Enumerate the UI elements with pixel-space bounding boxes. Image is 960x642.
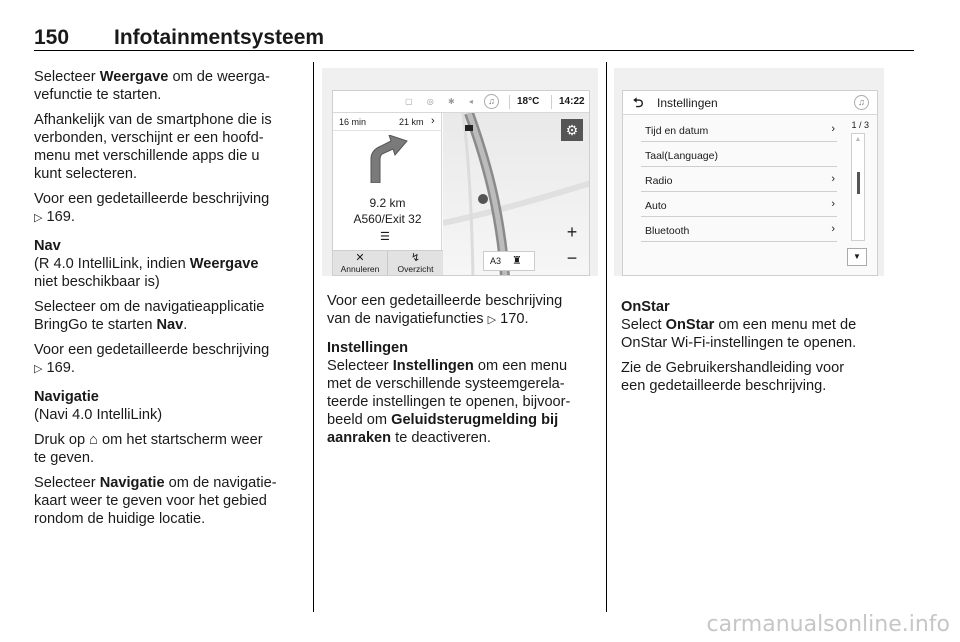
route-distance: 21 km (399, 117, 424, 127)
scroll-thumb[interactable] (857, 172, 860, 194)
column-divider-1 (313, 62, 314, 612)
settings-header (623, 91, 877, 115)
page-header (34, 26, 914, 50)
header-rule (34, 50, 914, 51)
route-meta[interactable] (333, 113, 442, 131)
music-icon[interactable]: ♫ (854, 95, 869, 110)
back-arrow-icon[interactable]: ⮌ (633, 95, 644, 110)
page-ref-icon: ▷ (487, 314, 497, 326)
page-ref-icon: ▷ (34, 363, 43, 375)
home-paragraph: Druk op ⌂ om het startscherm weer te geven. (34, 432, 263, 466)
list-icon[interactable]: ☰ (380, 231, 390, 243)
page-number: 150 (34, 26, 70, 49)
navigatie-heading: Navigatie (34, 389, 99, 405)
speed-camera-icon: ♜ (512, 255, 522, 267)
status-separator (509, 95, 510, 109)
route-panel (333, 113, 442, 250)
navigatie-paragraph: (Navi 4.0 IntelliLink) (34, 407, 163, 423)
column-1 (34, 68, 304, 535)
nav-select-paragraph: Selecteer om de navigatieapplicatie BringGo te starten Nav. (34, 299, 265, 333)
page-ref-link[interactable]: 169. (46, 209, 75, 225)
settings-item-bluetooth[interactable]: Bluetooth › (641, 217, 837, 242)
turn-road: A560/Exit 32 (353, 212, 422, 226)
scroll-down-button[interactable]: ▼ (847, 248, 867, 266)
column-divider-2 (606, 62, 607, 612)
instellingen-heading: Instellingen (327, 340, 409, 356)
onstar-heading: OnStar (621, 299, 670, 315)
home-icon: ⌂ (89, 432, 98, 448)
column-2 (327, 292, 599, 454)
nav-heading: Nav (34, 238, 61, 254)
status-time: 14:22 (559, 96, 585, 107)
scrollbar[interactable] (851, 133, 865, 241)
onstar-manual-paragraph: Zie de Gebruikershandleiding voor een gedetailleerde beschrijving. (621, 360, 845, 394)
chevron-right-icon: › (831, 198, 835, 210)
settings-title: Instellingen (657, 96, 718, 110)
smartphone-paragraph: Afhankelijk van de smartphone die is verbonden, verschijnt er een hoofd- menu met verschillende apps die u kunt selecteren. (34, 112, 272, 182)
settings-gear-icon[interactable]: ⚙ (561, 119, 583, 141)
intro-paragraph: Selecteer Weergave om de weerga- vefunctie te starten. (34, 69, 270, 103)
settings-screenshot-frame (614, 68, 884, 276)
cancel-route-button[interactable]: ✕ Annuleren (333, 251, 388, 276)
road-badge: A3 ♜ (483, 251, 535, 271)
column-3 (621, 298, 891, 402)
status-bar (333, 91, 589, 113)
chevron-right-icon: › (831, 123, 835, 135)
page-ref-link[interactable]: 169. (46, 360, 75, 376)
watermark: carmanualsonline.info (706, 612, 950, 637)
nav-bottom-bar (333, 250, 443, 276)
navigatie-select-paragraph: Selecteer Navigatie om de navigatie- kaart weer te geven voor het gebied rondom de huidige locatie. (34, 475, 277, 527)
reference-paragraph: Voor een gedetailleerde beschrijving ▷ 169. (34, 191, 270, 225)
zoom-out-button[interactable]: − (566, 248, 578, 268)
overview-button[interactable]: ↯ Overzicht (388, 251, 443, 276)
chevron-right-icon: › (831, 173, 835, 185)
page-ref-icon: ▷ (34, 212, 43, 224)
scroll-up-icon[interactable]: ▲ (854, 136, 862, 143)
map-area[interactable] (443, 113, 589, 275)
onstar-paragraph: Select OnStar om een menu met de OnStar Wi-Fi-instellingen te openen. (621, 317, 857, 351)
chevron-right-icon: › (831, 223, 835, 235)
settings-item-radio[interactable]: Radio › (641, 167, 837, 192)
page-ref-link[interactable]: 170. (500, 311, 529, 327)
nav-screen (332, 90, 590, 276)
route-time: 16 min (339, 117, 367, 127)
settings-list (641, 117, 837, 242)
settings-screen (622, 90, 878, 276)
nav-reference-paragraph: Voor een gedetailleerde beschrijving ▷ 169. (34, 342, 270, 376)
settings-item-auto[interactable]: Auto › (641, 192, 837, 217)
turn-distance: 9.2 km (369, 196, 406, 210)
settings-item-tijd-en-datum[interactable]: Tijd en datum › (641, 117, 837, 142)
chapter-title: Infotainmentsysteem (114, 26, 325, 49)
chevron-right-icon: › (431, 115, 435, 127)
nav-caption: Voor een gedetailleerde beschrijving van de navigatiefuncties ▷ 170. (327, 293, 563, 327)
instellingen-paragraph: Selecteer Instellingen om een menu met de verschillende systeemgerela- teerde instellingen te openen, bijvoor- beeld om Geluidsterugmelding bij aanraken te deactiveren. (327, 358, 571, 446)
status-separator (551, 95, 552, 109)
nav-screenshot-frame (322, 68, 598, 276)
nav-paragraph: (R 4.0 IntelliLink, indien Weergave niet beschikbaar is) (34, 256, 259, 290)
page-indicator: 1 / 3 (851, 120, 869, 130)
turn-right-arrow-icon (361, 135, 411, 183)
zoom-in-button[interactable]: + (566, 222, 578, 242)
music-icon[interactable]: ♫ (484, 94, 499, 109)
status-indicators-icon: ▢ ◎ ✱ ◂ (405, 97, 479, 106)
route-overview-icon: ↯ (410, 252, 421, 264)
settings-item-taal[interactable]: Taal(Language) (641, 142, 837, 167)
close-icon: ✕ (355, 252, 365, 264)
status-temperature: 18°C (517, 96, 540, 107)
